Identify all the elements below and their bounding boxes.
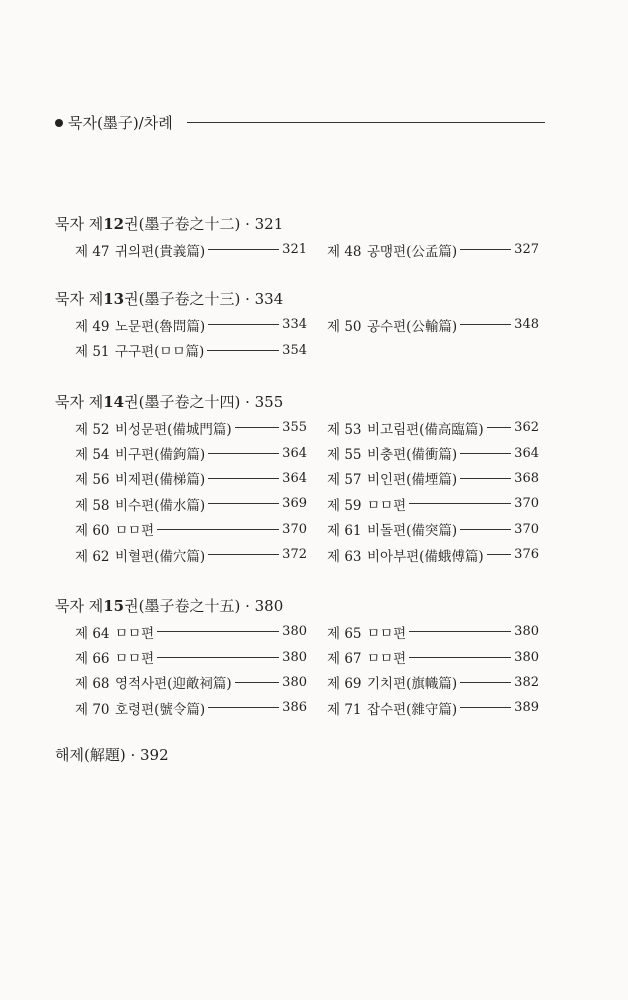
- toc-entry[interactable]: [307, 312, 539, 337]
- leader-line: [487, 427, 511, 428]
- chapter-title: 비인편(備堙篇): [367, 472, 458, 489]
- page-number: 380: [514, 649, 539, 665]
- leader-line: [208, 249, 279, 250]
- chapter-number: 제 69: [327, 676, 362, 693]
- toc-entry[interactable]: [55, 491, 307, 516]
- chapter-title: 구구편(ㅁㅁ篇): [115, 344, 205, 361]
- chapter-title: 비충편(備衝篇): [367, 447, 458, 464]
- page-number: 334: [282, 317, 307, 333]
- toc-entry[interactable]: [55, 695, 307, 720]
- toc-entry[interactable]: [307, 517, 539, 542]
- page-number: 362: [514, 420, 539, 436]
- chapter-title: 비돌편(備突篇): [367, 523, 458, 540]
- leader-line: [409, 503, 511, 504]
- toc-entry[interactable]: [307, 491, 539, 516]
- leader-line: [460, 249, 511, 250]
- leader-line: [207, 350, 279, 351]
- chapter-title: 비수편(備水篇): [115, 497, 206, 514]
- leader-line: [208, 707, 279, 708]
- volume-prefix: 묵자 제: [55, 597, 104, 615]
- page-number: 327: [514, 242, 539, 258]
- chapter-title: 비구편(備鉤篇): [115, 447, 206, 464]
- toc-entry[interactable]: [307, 237, 539, 262]
- chapter-number: 제 61: [327, 523, 362, 540]
- volume-suffix: 권: [124, 215, 139, 233]
- page-number: 370: [514, 521, 539, 537]
- toc-entry[interactable]: [307, 542, 539, 567]
- volume-prefix: 묵자 제: [55, 393, 104, 411]
- toc-entry[interactable]: [55, 542, 307, 567]
- leader-line: [409, 631, 511, 632]
- chapter-number: 제 48: [327, 243, 362, 260]
- page-number: 369: [282, 496, 307, 512]
- leader-line: [460, 324, 511, 325]
- page-number: 321: [282, 242, 307, 258]
- chapter-title: 공수편(公輸篇): [367, 318, 458, 335]
- chapter-title: 호령편(號令篇): [115, 701, 206, 718]
- chapter-number: 제 63: [327, 548, 362, 565]
- page-number: 376: [514, 547, 539, 563]
- leader-line: [487, 554, 511, 555]
- chapter-title: 귀의편(貴義篇): [115, 243, 206, 260]
- leader-line: [235, 427, 279, 428]
- leader-line: [460, 529, 511, 530]
- chapter-number: 제 60: [75, 523, 110, 540]
- chapter-number: 제 68: [75, 676, 110, 693]
- header-title: 묵자(墨子)/차례: [68, 114, 173, 132]
- chapter-title: ㅁㅁ편: [367, 625, 407, 642]
- chapter-title: 공맹편(公孟篇): [367, 243, 458, 260]
- toc-entry[interactable]: [307, 415, 539, 440]
- chapter-number: 제 55: [327, 447, 362, 464]
- chapter-number: 제 47: [75, 243, 110, 260]
- volume-number: 12: [103, 215, 125, 233]
- toc-entry[interactable]: [307, 644, 539, 669]
- chapter-title: 비아부편(備蛾傅篇): [367, 548, 484, 565]
- chapter-title: ㅁㅁ편: [367, 651, 407, 668]
- toc-entry[interactable]: [307, 440, 539, 465]
- toc-entry[interactable]: [55, 619, 307, 644]
- leader-line: [460, 707, 511, 708]
- toc-entry[interactable]: [307, 695, 539, 720]
- chapter-title: 노문편(魯問篇): [115, 318, 206, 335]
- volume-section-13: [55, 286, 555, 363]
- page-number: 364: [282, 470, 307, 486]
- chapter-number: 제 67: [327, 651, 362, 668]
- page-number: 370: [282, 521, 307, 537]
- toc-entry[interactable]: [307, 466, 539, 491]
- toc-entry[interactable]: [55, 670, 307, 695]
- page-number: 370: [514, 496, 539, 512]
- toc-entry[interactable]: [55, 312, 307, 337]
- chapter-number: 제 70: [75, 701, 110, 718]
- page-number: 348: [514, 317, 539, 333]
- page-number: 386: [282, 700, 307, 716]
- volume-title-rest: (墨子卷之十五) · 380: [138, 597, 284, 615]
- chapter-number: 제 59: [327, 497, 362, 514]
- chapter-number: 제 66: [75, 651, 110, 668]
- chapter-title: ㅁㅁ편: [115, 625, 155, 642]
- volume-title: [55, 389, 555, 415]
- chapter-title: ㅁㅁ편: [367, 497, 407, 514]
- chapter-number: 제 50: [327, 318, 362, 335]
- volume-number: 14: [103, 393, 125, 411]
- volume-title-rest: (墨子卷之十四) · 355: [138, 393, 284, 411]
- volume-prefix: 묵자 제: [55, 290, 104, 308]
- volume-title: [55, 593, 555, 619]
- volume-title: [55, 211, 555, 237]
- toc-entry[interactable]: [55, 440, 307, 465]
- chapter-title: ㅁㅁ편: [115, 651, 155, 668]
- leader-line: [409, 657, 511, 658]
- volume-suffix: 권: [124, 597, 139, 615]
- chapter-number: 제 51: [75, 344, 110, 361]
- volume-prefix: 묵자 제: [55, 215, 104, 233]
- chapter-title: 비혈편(備穴篇): [115, 548, 206, 565]
- page-number: 364: [514, 445, 539, 461]
- leader-line: [208, 503, 279, 504]
- toc-entry[interactable]: [307, 670, 539, 695]
- volume-title-rest: (墨子卷之十二) · 321: [138, 215, 284, 233]
- leader-line: [157, 657, 279, 658]
- page-number: 368: [514, 470, 539, 486]
- page-number: 364: [282, 445, 307, 461]
- leader-line: [460, 478, 511, 479]
- chapter-number: 제 58: [75, 497, 110, 514]
- volume-suffix: 권: [124, 290, 139, 308]
- page-number: 389: [514, 700, 539, 716]
- toc-header: [55, 112, 545, 133]
- chapter-title: 영적사편(迎敵祠篇): [115, 676, 232, 693]
- leader-line: [157, 631, 279, 632]
- volume-number: 13: [103, 290, 125, 308]
- leader-line: [208, 324, 279, 325]
- leader-line: [208, 554, 279, 555]
- chapter-number: 제 52: [75, 421, 110, 438]
- page-number: 382: [514, 674, 539, 690]
- chapter-number: 제 54: [75, 447, 110, 464]
- leader-line: [235, 682, 279, 683]
- toc-entry[interactable]: [55, 466, 307, 491]
- volume-number: 15: [103, 597, 125, 615]
- chapter-title: 비고림편(備高臨篇): [367, 421, 484, 438]
- volume-section-12: [55, 211, 555, 262]
- chapter-number: 제 64: [75, 625, 110, 642]
- toc-entry[interactable]: [307, 619, 539, 644]
- bullet-icon: [55, 119, 63, 127]
- chapter-number: 제 49: [75, 318, 110, 335]
- leader-line: [208, 478, 279, 479]
- leader-line: [208, 453, 279, 454]
- chapter-number: 제 53: [327, 421, 362, 438]
- chapter-number: 제 62: [75, 548, 110, 565]
- toc-entry[interactable]: [55, 415, 307, 440]
- page-number: 354: [282, 342, 307, 358]
- volume-section-15: [55, 593, 555, 721]
- appendix-entry[interactable]: 해제(解題) · 392: [55, 746, 169, 764]
- leader-line: [157, 529, 279, 530]
- chapter-number: 제 56: [75, 472, 110, 489]
- chapter-title: 잡수편(雜守篇): [367, 701, 458, 718]
- toc-entry[interactable]: [55, 237, 307, 262]
- page-number: 355: [282, 420, 307, 436]
- chapter-number: 제 57: [327, 472, 362, 489]
- volume-title: [55, 286, 555, 312]
- chapter-title: 비제편(備梯篇): [115, 472, 206, 489]
- toc-entry[interactable]: [55, 644, 307, 669]
- volume-section-14: [55, 389, 555, 567]
- page-number: 372: [282, 547, 307, 563]
- chapter-number: 제 71: [327, 701, 362, 718]
- page-number: 380: [282, 649, 307, 665]
- leader-line: [460, 682, 511, 683]
- toc-entry[interactable]: [55, 517, 307, 542]
- chapter-title: 비성문편(備城門篇): [115, 421, 232, 438]
- page-number: 380: [282, 624, 307, 640]
- page-number: 380: [514, 624, 539, 640]
- header-rule: [187, 122, 545, 123]
- chapter-title: ㅁㅁ편: [115, 523, 155, 540]
- chapter-title: 기치편(旗幟篇): [367, 676, 458, 693]
- page-number: 380: [282, 674, 307, 690]
- leader-line: [460, 453, 511, 454]
- volume-title-rest: (墨子卷之十三) · 334: [138, 290, 284, 308]
- volume-suffix: 권: [124, 393, 139, 411]
- chapter-number: 제 65: [327, 625, 362, 642]
- toc-entry[interactable]: [55, 337, 307, 362]
